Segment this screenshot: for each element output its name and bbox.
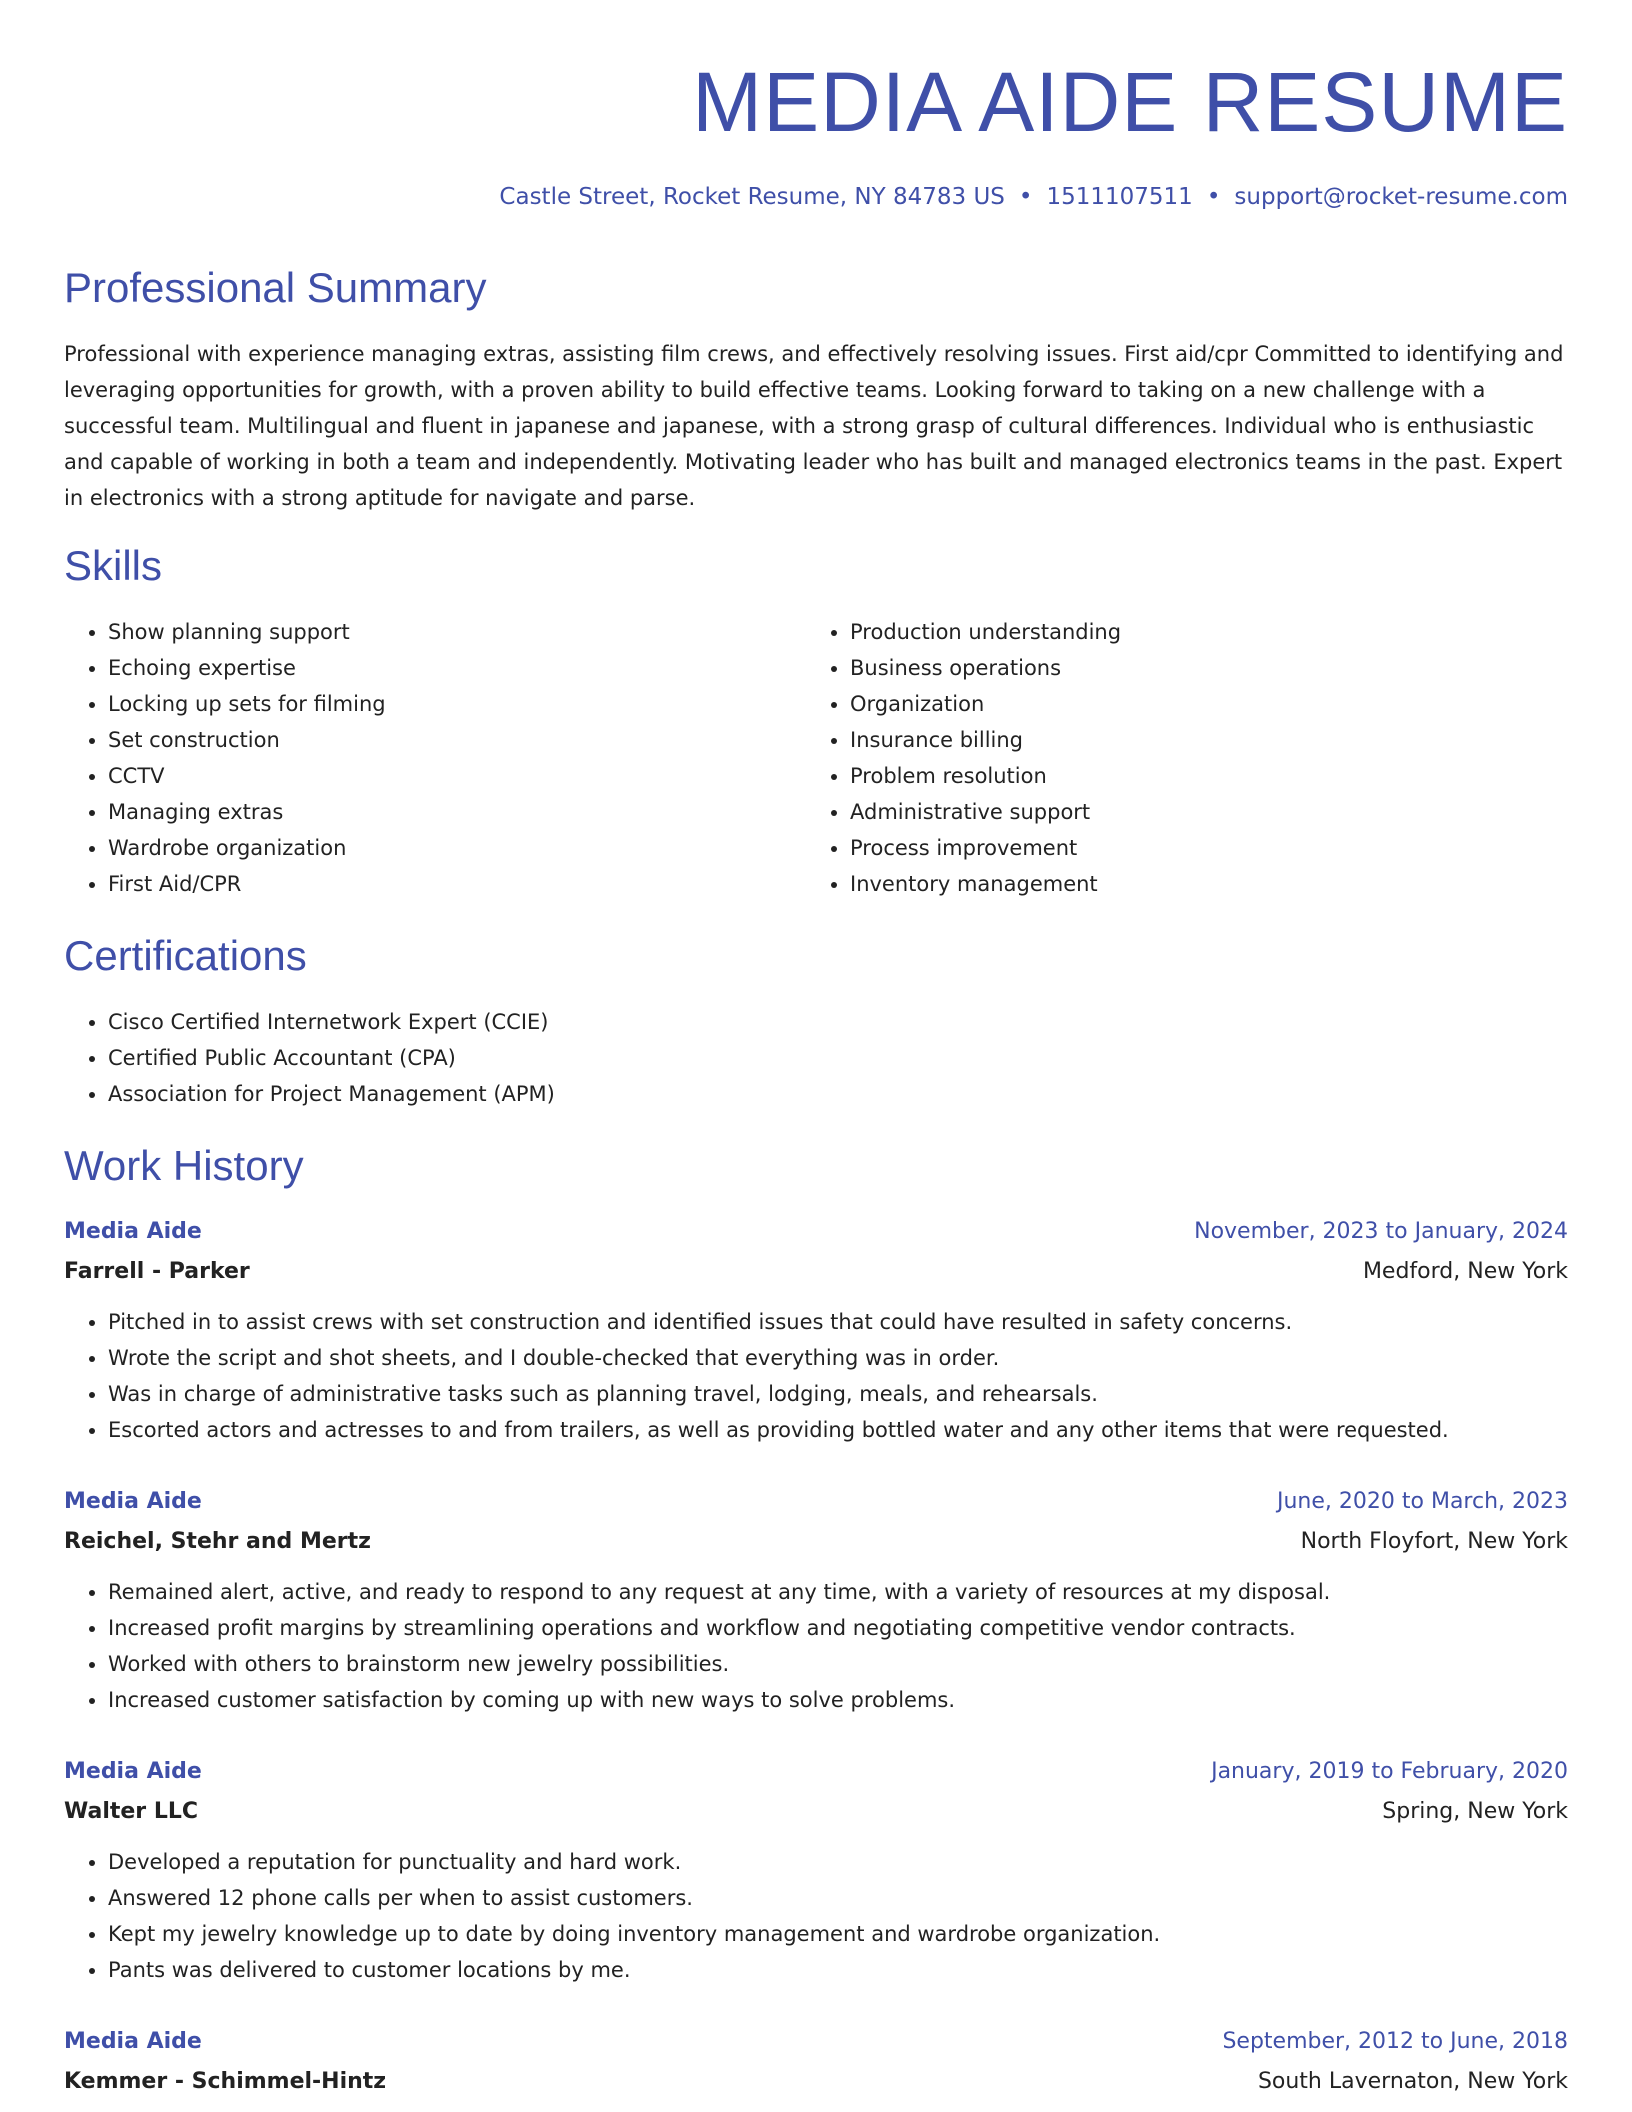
job-bullets	[64, 1574, 1568, 1718]
job-company: Kemmer - Schimmel-Hintz	[64, 2069, 387, 2094]
list-item: • Certified Public Accountant (CPA)	[108, 1040, 555, 1076]
job-title: Media Aide	[64, 1759, 202, 1784]
list-item: • Set construction	[108, 722, 386, 758]
list-item: • Answered 12 phone calls per when to assist customers.	[108, 1880, 1568, 1916]
contact-line	[499, 180, 1568, 214]
job-location: North Floyfort, New York	[1300, 1529, 1568, 1554]
contact-email[interactable]: support@rocket-resume.com	[1234, 184, 1568, 210]
summary-heading: Professional Summary	[64, 264, 487, 311]
list-item: • Escorted actors and actresses to and from trailers, as well as providing bottled water and any other items that were requested.	[108, 1412, 1568, 1448]
contact-separator: •	[1018, 184, 1033, 210]
skills-heading: Skills	[64, 542, 163, 589]
list-item: • CCTV	[108, 758, 386, 794]
summary-text: Professional with experience managing extras, assisting film crews, and effectively resolving issues. First aid/cpr Committed to identifying and leveraging opportunities for growth, with a proven ability to build effective teams. Looking forward to taking on a new challenge with a successful team. Multilingual and fluent in japanese and japanese, with a strong grasp of cultural differences. Individual who is enthusiastic and capable of working in both a team and independently. Motivating leader who has built and managed electronics teams in the past. Expert in electronics with a strong aptitude for navigate and parse.	[64, 342, 1564, 510]
job-entry	[64, 1482, 1568, 1718]
job-dates: January, 2019 to February, 2020	[1211, 1759, 1568, 1784]
job-bullets	[64, 1844, 1568, 1988]
list-item: • First Aid/CPR	[108, 866, 386, 902]
contact-phone[interactable]: 1511107511	[1046, 184, 1193, 210]
job-title: Media Aide	[64, 1489, 202, 1514]
list-item: • Process improvement	[850, 830, 1121, 866]
list-item: • Echoing expertise	[108, 650, 386, 686]
job-entry	[64, 1752, 1568, 1988]
job-entry	[64, 1212, 1568, 1448]
job-dates: September, 2012 to June, 2018	[1222, 2029, 1568, 2054]
list-item: • Inventory management	[850, 866, 1121, 902]
list-item: • Managing extras	[108, 794, 386, 830]
list-item: • Remained alert, active, and ready to respond to any request at any time, with a variety of resources at my disposal.	[108, 1574, 1568, 1610]
job-dates: November, 2023 to January, 2024	[1194, 1219, 1568, 1244]
job-company: Farrell - Parker	[64, 1259, 250, 1284]
job-title: Media Aide	[64, 1219, 202, 1244]
list-item: • Business operations	[850, 650, 1121, 686]
job-location: Medford, New York	[1362, 1259, 1568, 1284]
list-item: • Worked with others to brainstorm new jewelry possibilities.	[108, 1646, 1568, 1682]
list-item: • Cisco Certified Internetwork Expert (CCIE)	[108, 1004, 555, 1040]
list-item: • Problem resolution	[850, 758, 1121, 794]
list-item: • Locking up sets for filming	[108, 686, 386, 722]
list-item: • Organization	[850, 686, 1121, 722]
job-company: Reichel, Stehr and Mertz	[64, 1529, 371, 1554]
list-item: • Wrote the script and shot sheets, and I double-checked that everything was in order.	[108, 1340, 1568, 1376]
job-entry	[64, 2022, 1568, 2102]
job-title: Media Aide	[64, 2029, 202, 2054]
job-location: South Lavernaton, New York	[1257, 2069, 1568, 2094]
list-item: • Pants was delivered to customer locations by me.	[108, 1952, 1568, 1988]
list-item: • Increased customer satisfaction by coming up with new ways to solve problems.	[108, 1682, 1568, 1718]
list-item: • Administrative support	[850, 794, 1121, 830]
certifications-list	[64, 1004, 555, 1112]
list-item: • Kept my jewelry knowledge up to date by doing inventory management and wardrobe organization.	[108, 1916, 1568, 1952]
contact-separator: •	[1206, 184, 1221, 210]
job-location: Spring, New York	[1382, 1799, 1568, 1824]
list-item: • Increased profit margins by streamlining operations and workflow and negotiating competitive vendor contracts.	[108, 1610, 1568, 1646]
skills-list-right	[806, 614, 1121, 902]
list-item: • Insurance billing	[850, 722, 1121, 758]
job-bullets	[64, 1304, 1568, 1448]
job-dates: June, 2020 to March, 2023	[1277, 1489, 1568, 1514]
list-item: • Association for Project Management (APM)	[108, 1076, 555, 1112]
skills-list-left	[64, 614, 386, 902]
job-company: Walter LLC	[64, 1799, 198, 1824]
contact-address: Castle Street, Rocket Resume, NY 84783 US	[499, 184, 1005, 210]
work-history-heading: Work History	[64, 1142, 304, 1189]
list-item: • Pitched in to assist crews with set construction and identified issues that could have resulted in safety concerns.	[108, 1304, 1568, 1340]
resume-title: MEDIA AIDE RESUME	[692, 55, 1568, 149]
list-item: • Show planning support	[108, 614, 386, 650]
list-item: • Was in charge of administrative tasks such as planning travel, lodging, meals, and rehearsals.	[108, 1376, 1568, 1412]
list-item: • Production understanding	[850, 614, 1121, 650]
certifications-heading: Certifications	[64, 932, 307, 979]
list-item: • Wardrobe organization	[108, 830, 386, 866]
list-item: • Developed a reputation for punctuality and hard work.	[108, 1844, 1568, 1880]
